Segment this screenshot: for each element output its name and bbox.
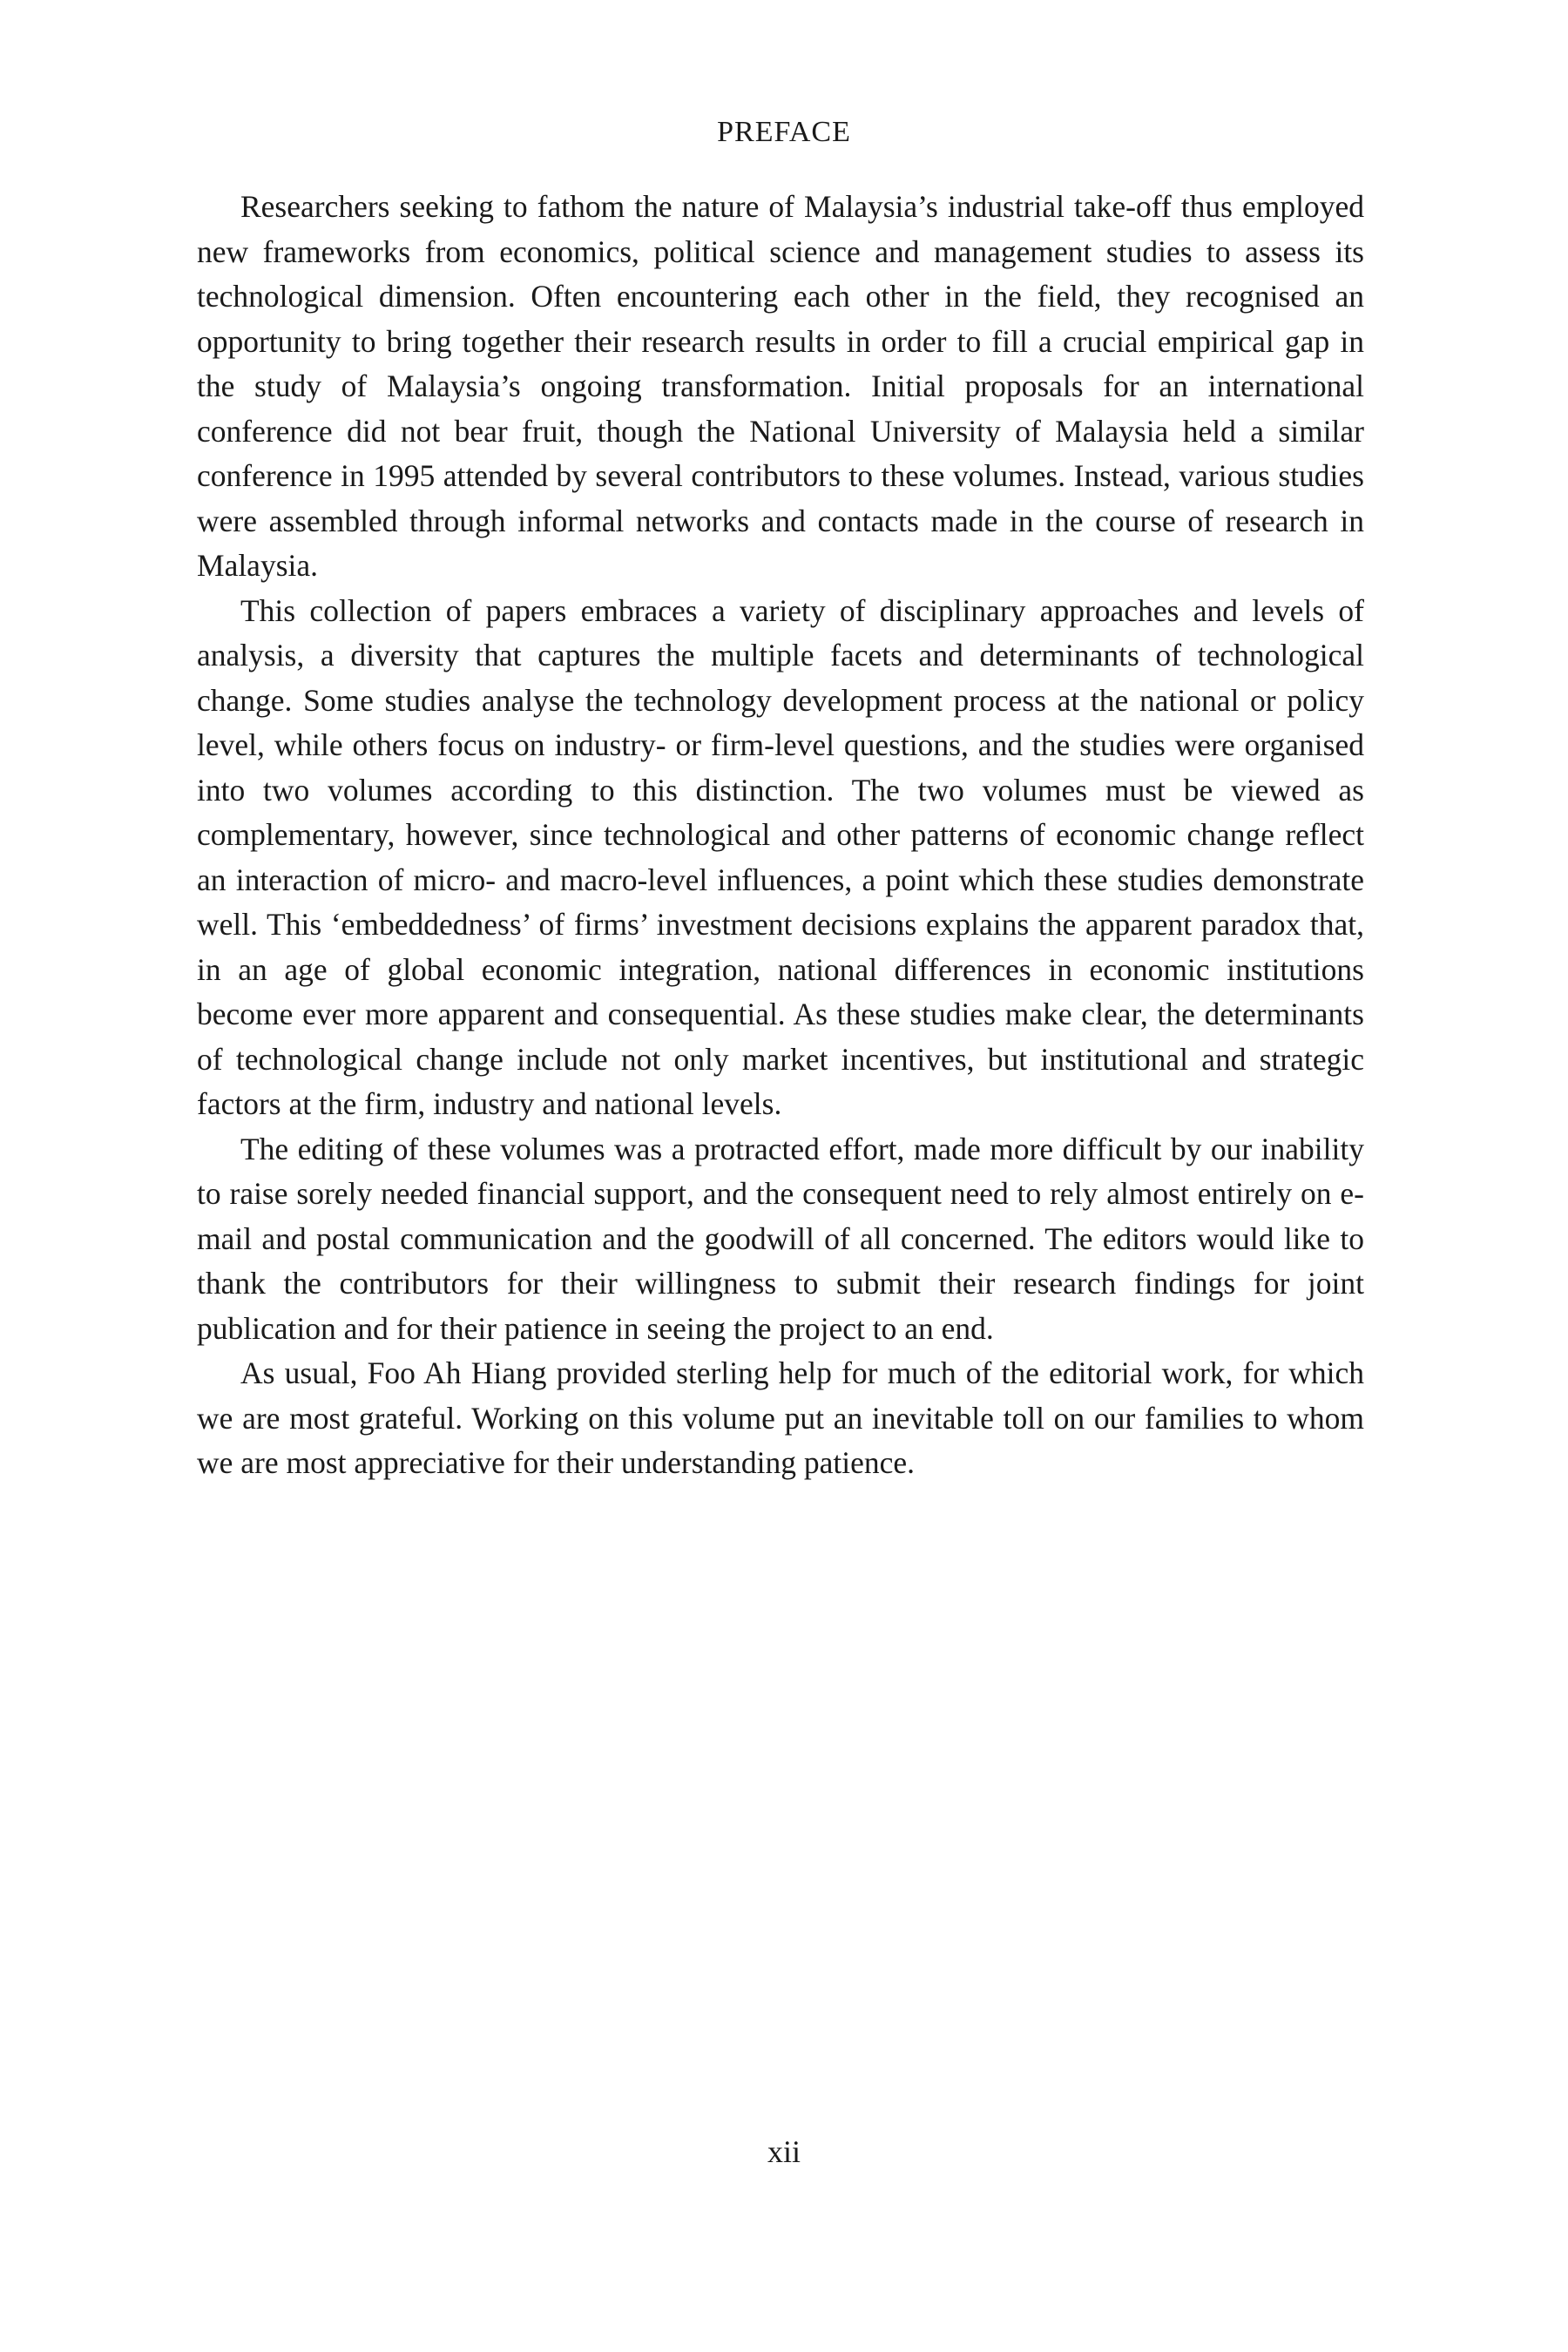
paragraph-1: Researchers seeking to fathom the nature of Malaysia’s industrial take-off thus employed new frameworks from economics, political science and management studies to assess its technological dimension. Often encountering each other in the field, they recognised an opportunity to bring together their research results in order to fill a crucial empirical gap in the study of Malaysia’s ongoing transformation. Initial proposals for an international conference did not bear fruit, though the National University of Malaysia held a similar conference in 1995 attended by several contributors to these volumes. Instead, various studies were assembled through informal networks and contacts made in the course of research in Malaysia. — [197, 189, 1364, 583]
paragraph-2: This collection of papers embraces a variety of disciplinary approaches and levels of analysis, a diversity that captures the multiple facets and determinants of technological change. Some studies analyse the technology development process at the national or policy level, while others focus on industry- or firm-level questions, and the studies were organised into two volumes according to this distinction. The two volumes must be viewed as complementary, however, since technological and other patterns of economic change reflect an interaction of micro- and macro-level influences, a point which these studies demonstrate well. This ‘embeddedness’ of firms’ investment decisions explains the apparent paradox that, in an age of global economic integration, national differences in economic institutions become ever more apparent and consequential. As these studies make clear, the determinants of technological change include not only market incentives, but institutional and strategic factors at the firm, industry and national levels. — [197, 592, 1364, 1121]
paragraph-4: As usual, Foo Ah Hiang provided sterling help for much of the editorial work, for which we are most grateful. Working on this volume put an inevitable toll on our families to whom we are most appreciative for their understanding patience. — [197, 1355, 1364, 1480]
page-number: xii — [767, 2134, 801, 2169]
paragraph-3: The editing of these volumes was a protracted effort, made more difficult by our inability to raise sorely needed financial support, and the consequent need to rely almost entirely on e-mail and postal communication and the goodwill of all concerned. The editors would like to thank the contributors for their willingness to submit their research findings for joint publication and for their patience in seeing the project to an end. — [197, 1131, 1364, 1346]
running-head: PREFACE — [717, 116, 851, 148]
preface-body — [197, 185, 1364, 1486]
